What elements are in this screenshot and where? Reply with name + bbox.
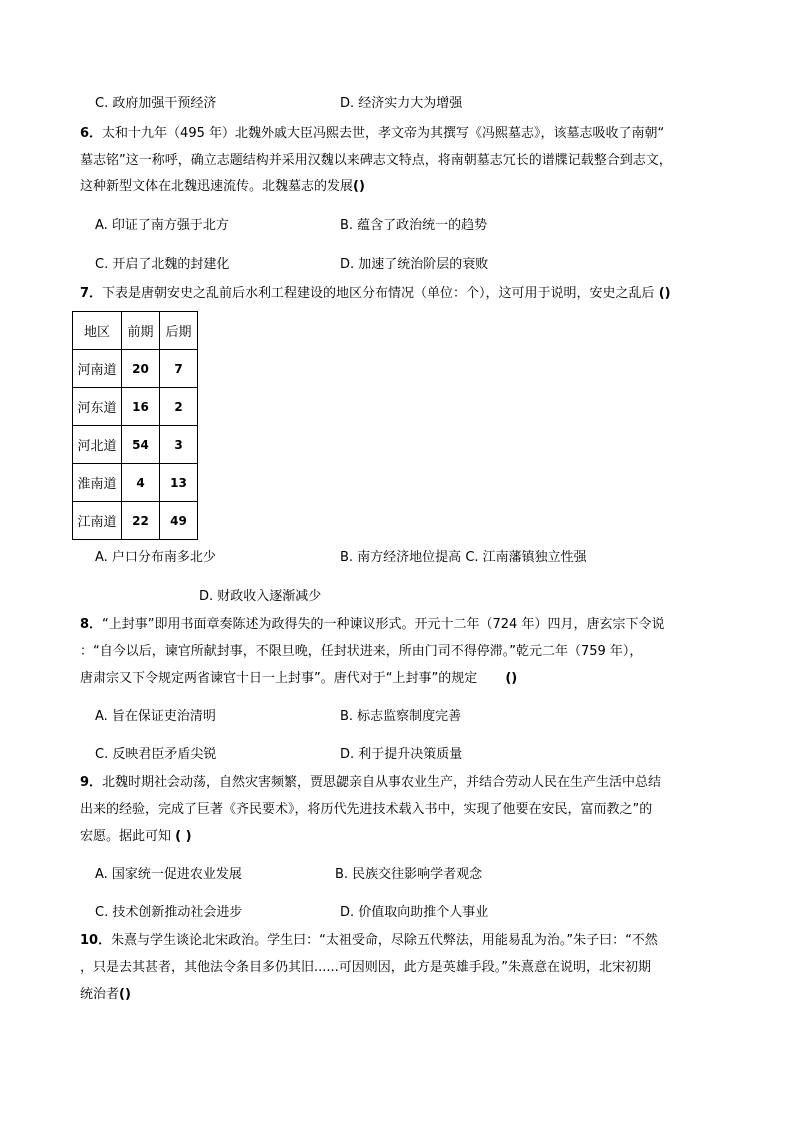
q6-option-b: B. 蕴含了政治统一的趋势 [340,218,488,233]
table-header-cell: 后期 [160,312,198,350]
q8-stem-line-2: ：“自今以后，谏官所献封事，不限旦晚，任封状进来，所由门司不得停滞。”乾元二年（759 年）， [80,644,643,659]
q8-stem-text-3: 唐肃宗又下令规定两省谏官十日一上封事”。唐代对于“上封事”的规定 [80,671,478,686]
q7-data-table [72,311,198,540]
q9-stem-text-1: 北魏时期社会动荡，自然灾害频繁，贾思勰亲自从事农业生产，并结合劳动人民在生产生活中总结 [102,775,662,790]
table-row [73,388,198,426]
table-cell-before: 16 [122,388,160,426]
q7-stem-text: 下表是唐朝安史之乱前后水利工程建设的地区分布情况（单位：个），这可用于说明，安史之乱后 [102,286,655,301]
table-cell-after: 7 [160,350,198,388]
q10-stem-text-1: 朱熹与学生谈论北宋政治。学生曰：“太祖受命，尽除五代弊法，用能易乱为治。”朱子曰：“不然 [111,933,658,948]
q8-option-c: C. 反映君臣矛盾尖锐 [95,747,217,762]
q10-stem-text-3: 统治者 [80,987,120,1002]
q7-answer-paren: () [658,286,671,301]
table-row [73,350,198,388]
q8-stem-line-3 [80,670,517,688]
q6-stem-line-2: 墓志铭”这一称呼，确立志题结构并采用汉魏以来碑志文特点，将南朝墓志冗长的谱牒记载整合到志文， [80,153,672,168]
q7-stem-line-1 [80,285,671,303]
q8-option-a: A. 旨在保证吏治清明 [95,709,216,724]
q8-option-d: D. 利于提升决策质量 [340,747,463,762]
table-header-cell: 前期 [122,312,160,350]
q5-option-d: D. 经济实力大为增强 [340,96,463,111]
table-cell-before: 54 [122,426,160,464]
table-row [73,464,198,502]
q7-option-d: D. 财政收入逐渐减少 [199,589,322,604]
table-row [73,426,198,464]
q9-option-d: D. 价值取向助推个人事业 [340,905,489,920]
q9-stem-line-3 [80,828,192,846]
table-cell-region: 江南道 [73,502,122,540]
q5-option-c: C. 政府加强干预经济 [95,96,217,111]
q6-stem-line-3 [80,178,365,196]
q10-number: 10． [80,933,112,948]
q9-stem-text-3: 宏愿。据此可知 [80,829,172,844]
table-cell-after: 2 [160,388,198,426]
q6-option-d: D. 加速了统治阶层的衰败 [340,257,489,272]
q9-option-a: A. 国家统一促进农业发展 [95,867,242,882]
q7-option-b: B. 南方经济地位提高 [340,550,462,565]
q6-option-c: C. 开启了北魏的封建化 [95,257,230,272]
table-row [73,502,198,540]
q10-stem-line-2: ，只是去其甚者，其他法令条目多仍其旧......可因则因，此方是英雄手段。”朱熹意在说明，北宋初期 [80,960,652,975]
table-cell-before: 4 [122,464,160,502]
q9-option-b: B. 民族交往影响学者观念 [335,867,483,882]
q8-option-b: B. 标志监察制度完善 [340,709,462,724]
table-cell-after: 13 [160,464,198,502]
table-cell-region: 淮南道 [73,464,122,502]
table-cell-region: 河南道 [73,350,122,388]
q7-option-bc [340,549,587,567]
q10-stem-line-1 [80,932,658,950]
table-header-row [73,312,198,350]
q6-stem-text-1: 太和十九年（495 年）北魏外戚大臣冯熙去世，孝文帝为其撰写《冯熙墓志》，该墓志吸收了南朝“ [102,126,665,141]
table-cell-before: 22 [122,502,160,540]
table-cell-region: 河东道 [73,388,122,426]
q6-option-a: A. 印证了南方强于北方 [95,218,229,233]
q9-answer-paren: ( ) [175,829,192,844]
table-cell-after: 3 [160,426,198,464]
q10-answer-paren: () [119,987,131,1002]
q9-stem-line-1 [80,774,661,792]
table-cell-region: 河北道 [73,426,122,464]
q6-stem-text-3: 这种新型文体在北魏迅速流传。北魏墓志的发展 [80,179,354,194]
q9-option-c: C. 技术创新推动社会进步 [95,905,243,920]
q8-stem-line-1 [80,616,664,634]
table-cell-after: 49 [160,502,198,540]
q7-option-c: C. 江南藩镇独立性强 [465,550,587,565]
q9-number: 9． [80,775,103,790]
table-header-cell: 地区 [73,312,122,350]
q8-number: 8． [80,617,103,632]
q6-answer-paren: () [353,179,365,194]
q7-option-a: A. 户口分布南多北少 [95,550,216,565]
q6-stem-line-1 [80,125,664,143]
q7-number: 7． [80,286,103,301]
q8-answer-paren: () [505,671,518,686]
q9-stem-line-2: 出来的经验，完成了巨著《齐民要术》，将历代先进技术载入书中，实现了他要在安民，富而教之”的 [80,802,653,817]
q10-stem-line-3 [80,986,131,1004]
q8-stem-text-1: “上封事”即用书面章奏陈述为政得失的一种谏议形式。开元十二年（724 年）四月，唐玄宗下令说 [102,617,665,632]
table-cell-before: 20 [122,350,160,388]
q6-number: 6． [80,126,103,141]
